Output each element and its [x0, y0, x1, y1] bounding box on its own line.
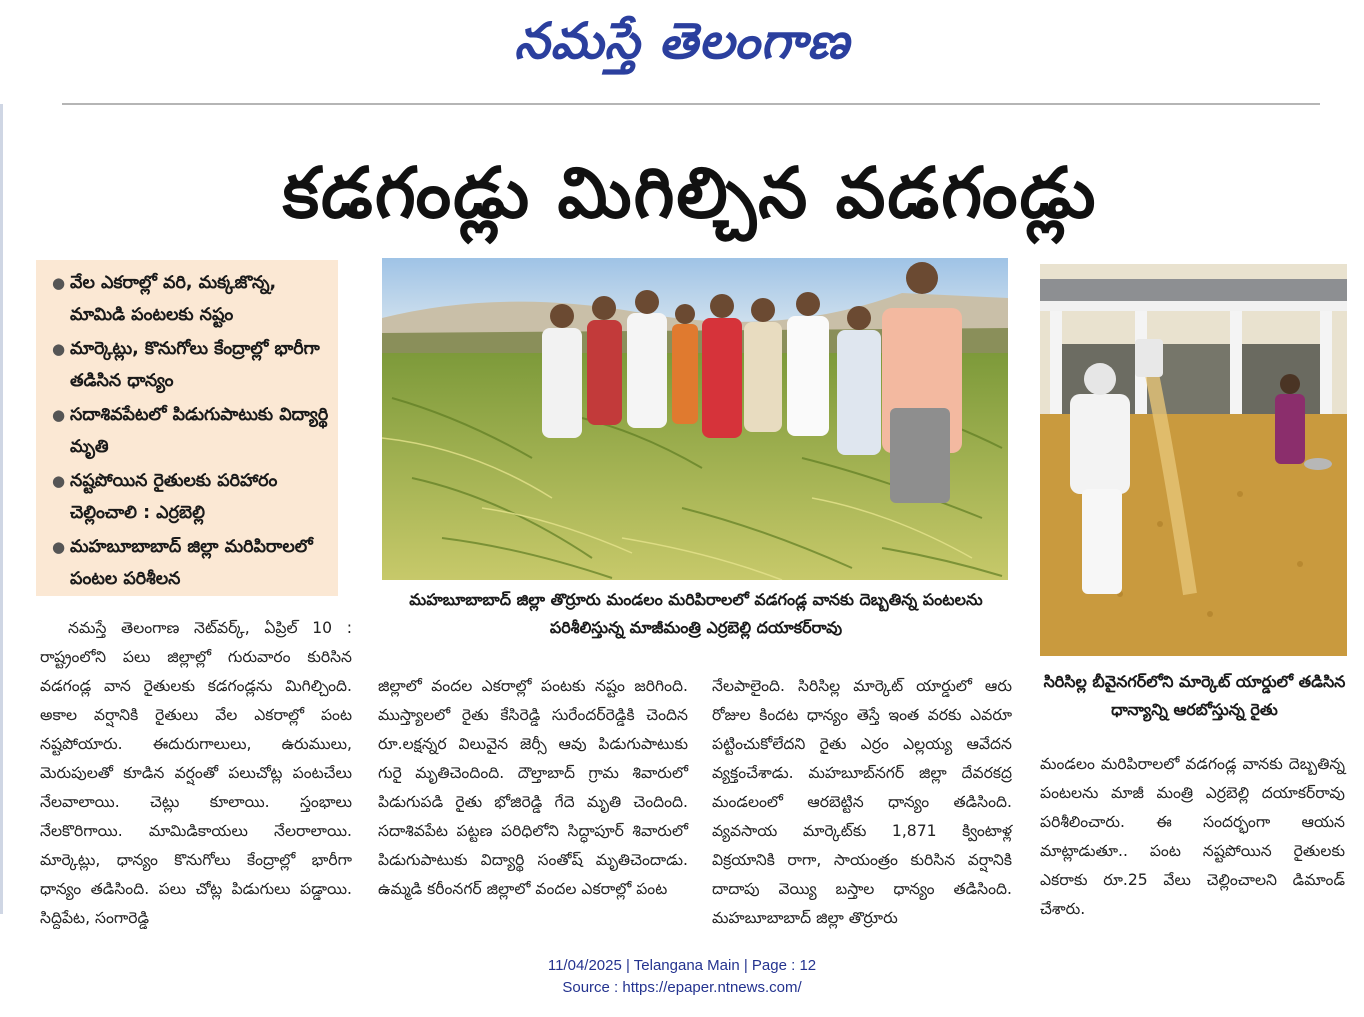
highlight-item: ● వేల ఎకరాల్లో వరి, మక్కజొన్న, మామిడి పంటలకు నష్టం: [50, 268, 332, 331]
market-yard-photo: [1040, 264, 1347, 656]
masthead-rule: [62, 103, 1320, 105]
highlight-item: ● మహబూబాబాద్ జిల్లా మరిపిరాలలో పంటల పరిశీలన: [50, 532, 332, 595]
masthead-logo: నమస్తే తెలంగాణ: [514, 12, 850, 70]
bullet-icon: ●: [52, 472, 66, 490]
field-inspection-photo: [382, 258, 1008, 580]
footer-date-page: 11/04/2025 | Telangana Main | Page : 12: [547, 957, 817, 974]
highlight-item: ● నష్టపోయిన రైతులకు పరిహారం చెల్లించాలి : ఎర్రబెల్లి: [50, 466, 332, 529]
highlight-item: ● మార్కెట్లు, కొనుగోలు కేంద్రాల్లో భారీగా తడిసిన ధాన్యం: [50, 334, 332, 397]
article-column-3: నేలపాలైంది. సిరిసిల్ల మార్కెట్ యార్డులో ఆరు రోజుల కిందట ధాన్యం తెస్తే ఇంత వరకు ఎవరూ పట్టించుకోలేదని రైతు ఎర్రం ఎల్లయ్య ఆవేదన వ్యక్తంచేశాడు. మహబూబ్‌నగర్ జిల్లా దేవరకద్ర మండలంలో ఆరబెట్టిన ధాన్యం తడిసింది. వ్యవసాయ మార్కెట్‌కు 1,871 క్వింటాళ్ల విక్రయానికి రాగా, సాయంత్రం కురిసిన వర్షానికి దాదాపు వెయ్యి బస్తాల ధాన్యం తడిసింది. మహబూబాబాద్ జిల్లా తొర్రూరు: [712, 677, 1012, 927]
headline: కడగండ్లు మిగిల్చిన వడగండ్లు: [282, 152, 1098, 234]
footer-source-link[interactable]: Source : https://epaper.ntnews.com/: [562, 979, 802, 996]
market-photo-caption: సిరిసిల్ల బీవైనగర్‌లోని మార్కెట్ యార్డులో తడిసిన ధాన్యాన్ని ఆరబోస్తున్న రైతు: [1043, 672, 1346, 719]
field-photo-illustration: [382, 258, 1008, 580]
article-column-2: జిల్లాలో వందల ఎకరాల్లో పంటకు నష్టం జరిగింది. ముస్త్యాలలో రైతు కేసిరెడ్డి సురేందర్‌రెడ్డికి చెందిన రూ.లక్షన్నర విలువైన జెర్సీ ఆవు పిడుగుపాటుకు గురై మృతిచెందింది. దౌల్తాబాద్ గ్రామ శివారులో పిడుగుపడి రైతు భోజిరెడ్డి గేదె మృతి చెందింది. సదాశివపేట పట్టణ పరిధిలోని సిద్ధాపూర్ శివారులో పిడుగుపాటుకు విద్యార్థి సంతోష్ మృతిచెందాడు. ఉమ్మడి కరీంనగర్ జిల్లాలో వందల ఎకరాల్లో పంట: [378, 677, 688, 898]
article-column-1: నమస్తే తెలంగాణ నెట్‌వర్క్, ఏప్రిల్ 10 : రాష్ట్రంలోని పలు జిల్లాల్లో గురువారం కురిసిన వడగండ్ల వాన రైతులకు కడగండ్లను మిగిల్చింది. అకాల వర్షానికి రైతులు వేల ఎకరాల్లో పంట నష్టపోయారు. ఈదురుగాలులు, ఉరుములు, మెరుపులతో కూడిన వర్షంతో పలుచోట్ల పంటచేలు నేలవాలాయి. చెట్లు కూలాయి. స్తంభాలు నేలకొరిగాయి. మామిడికాయలు నేలరాలాయి. మార్కెట్లు, ధాన్యం కొనుగోలు కేంద్రాల్లో భారీగా ధాన్యం తడిసింది. పలు చోట్ల పిడుగులు పడ్డాయి. సిద్దిపేట, సంగారెడ్డి: [40, 619, 352, 927]
bullet-icon: ●: [52, 406, 66, 424]
highlights-box: [36, 260, 338, 596]
bullet-icon: ●: [52, 274, 66, 292]
field-photo-caption: మహబూబాబాద్ జిల్లా తొర్రూరు మండలం మరిపిరాలలో వడగండ్ల వానకు దెబ్బతిన్న పంటలను పరిశీలిస్తున్న మాజీమంత్రి ఎర్రబెల్లి దయాకర్‌రావు: [409, 590, 983, 637]
bullet-icon: ●: [52, 538, 66, 556]
market-photo-illustration: [1040, 264, 1347, 656]
article-column-4: మండలం మరిపిరాలలో వడగండ్ల వానకు దెబ్బతిన్న పంటలను మాజీ మంత్రి ఎర్రబెల్లి దయాకర్‌రావు పరిశీలించారు. ఈ సందర్భంగా ఆయన మాట్లాడుతూ.. పంట నష్టపోయిన రైతులకు ఎకరాకు రూ.25 వేలు చెల్లించాలని డిమాండ్ చేశారు.: [1040, 755, 1345, 918]
highlight-item: ● సదాశివపేటలో పిడుగుపాటుకు విద్యార్థి మృతి: [50, 400, 332, 463]
bullet-icon: ●: [52, 340, 66, 358]
page-edge: [0, 104, 3, 914]
